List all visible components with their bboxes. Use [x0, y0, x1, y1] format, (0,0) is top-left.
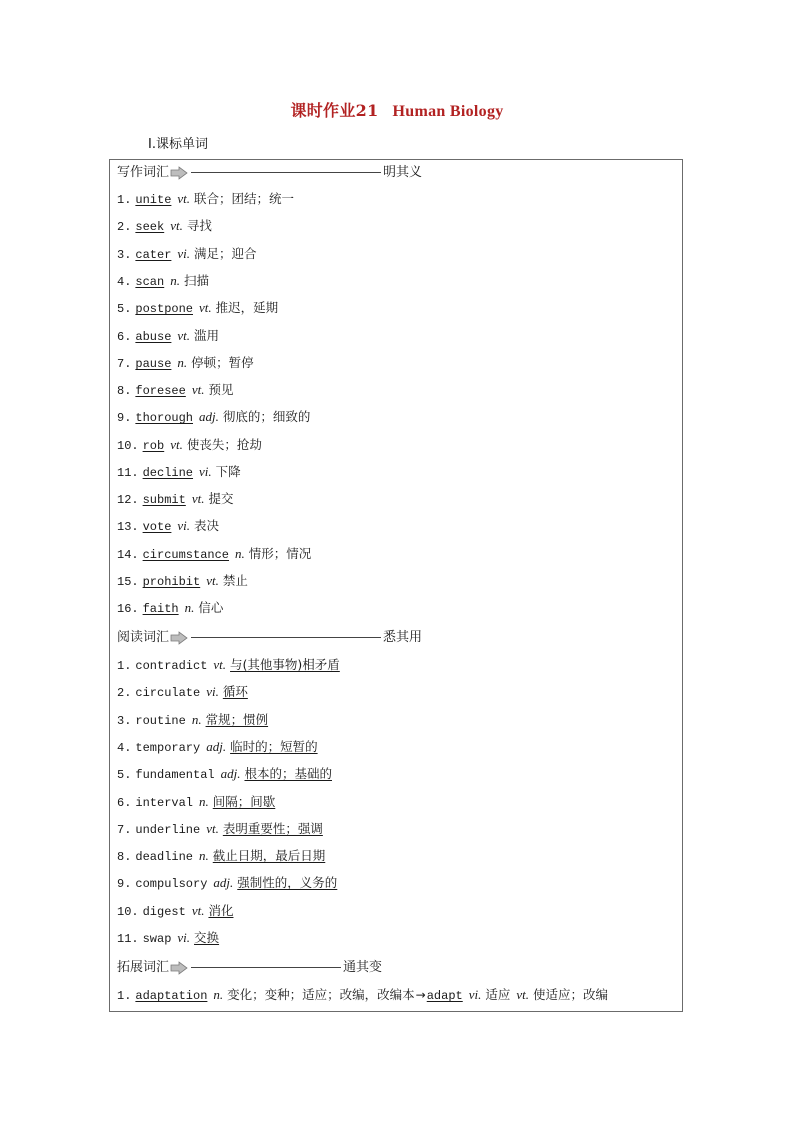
category-suffix: 悉其用 [383, 630, 423, 645]
category-suffix: 明其义 [383, 165, 423, 180]
dash-line [191, 637, 381, 638]
list-item: 11. swap vi. 交换 [117, 930, 220, 946]
list-item: 15. prohibit vt. 禁止 [117, 573, 248, 589]
list-item: 6. interval n. 间隔；间歇 [117, 794, 276, 810]
vocab-word: decline [142, 466, 194, 480]
list-item: 11. decline vi. 下降 [117, 464, 241, 480]
section-heading: Ⅰ.课标单词 [148, 137, 208, 152]
vocab-word: faith [142, 602, 179, 616]
list-item: 2. seek vt. 寻找 [117, 218, 212, 234]
vocab-word: contradict [135, 659, 208, 673]
vocab-word: interval [135, 796, 193, 810]
list-item: 8. foresee vt. 预见 [117, 382, 234, 398]
dash-line [191, 172, 381, 173]
category-header-extension [117, 957, 382, 977]
list-item: 10. rob vt. 使丧失；抢劫 [117, 437, 262, 453]
list-item: 2. circulate vi. 循环 [117, 684, 248, 700]
right-arrow-icon: → [415, 988, 426, 1002]
list-item: 16. faith n. 信心 [117, 600, 224, 616]
vocab-word: fundamental [135, 768, 215, 782]
list-item: 5. fundamental adj. 根本的；基础的 [117, 766, 332, 782]
vocab-word: circumstance [142, 548, 230, 562]
list-item: 3. cater vi. 满足；迎合 [117, 246, 257, 262]
category-label: 写作词汇 [117, 165, 170, 180]
vocab-word: compulsory [135, 877, 208, 891]
list-item: 10. digest vt. 消化 [117, 903, 234, 919]
arrow-icon [170, 631, 188, 645]
list-item: 7. pause n. 停顿；暂停 [117, 355, 254, 371]
vocab-word: thorough [135, 411, 193, 425]
list-item: 1. adaptation n. 变化；变种；适应；改编，改编本→adapt vi. 适应 vt. 使适应；改编 [117, 987, 609, 1003]
arrow-icon [170, 961, 188, 975]
vocab-word: postpone [135, 302, 193, 316]
arrow-icon [170, 166, 188, 180]
vocab-word: cater [135, 248, 172, 262]
list-item: 1. contradict vt. 与(其他事物)相矛盾 [117, 657, 340, 673]
list-item: 12. submit vt. 提交 [117, 491, 234, 507]
vocab-word: unite [135, 193, 172, 207]
category-label: 拓展词汇 [117, 960, 170, 975]
vocab-word: underline [135, 823, 201, 837]
page-title [0, 98, 794, 121]
list-item: 9. thorough adj. 彻底的；细致的 [117, 409, 311, 425]
list-item: 1. unite vt. 联合；团结；统一 [117, 191, 295, 207]
category-label: 阅读词汇 [117, 630, 170, 645]
list-item: 13. vote vi. 表决 [117, 518, 220, 534]
vocab-word: rob [142, 439, 165, 453]
vocab-word: seek [135, 220, 165, 234]
title-en: Human Biology [392, 103, 504, 120]
dash-line [191, 967, 341, 968]
vocab-word: foresee [135, 384, 186, 398]
vocab-word: prohibit [142, 575, 201, 589]
vocabulary-box [109, 159, 683, 1012]
list-item: 3. routine n. 常规；惯例 [117, 712, 269, 728]
vocab-word: adaptation [135, 989, 208, 1003]
list-item: 4. temporary adj. 临时的；短暂的 [117, 739, 318, 755]
title-cn: 课时作业21 [290, 101, 379, 120]
category-suffix: 通其变 [343, 960, 383, 975]
vocab-word: digest [142, 905, 186, 919]
vocab-word: routine [135, 714, 186, 728]
vocab-word: deadline [135, 850, 193, 864]
vocab-word: submit [142, 493, 186, 507]
vocab-word: pause [135, 357, 172, 371]
vocab-word: circulate [135, 686, 201, 700]
category-header-writing [117, 162, 422, 182]
list-item: 7. underline vt. 表明重要性；强调 [117, 821, 323, 837]
list-item: 14. circumstance n. 情形；情况 [117, 546, 312, 562]
vocab-word: temporary [135, 741, 201, 755]
list-item: 5. postpone vt. 推迟，延期 [117, 300, 279, 316]
category-header-reading [117, 627, 422, 647]
list-item: 9. compulsory adj. 强制性的，义务的 [117, 875, 338, 891]
derived-word: adapt [426, 989, 463, 1003]
vocab-word: vote [142, 520, 172, 534]
vocab-word: scan [135, 275, 165, 289]
list-item: 8. deadline n. 截止日期，最后日期 [117, 848, 326, 864]
list-item: 6. abuse vt. 滥用 [117, 328, 220, 344]
vocab-word: swap [142, 932, 172, 946]
list-item: 4. scan n. 扫描 [117, 273, 209, 289]
vocab-word: abuse [135, 330, 172, 344]
